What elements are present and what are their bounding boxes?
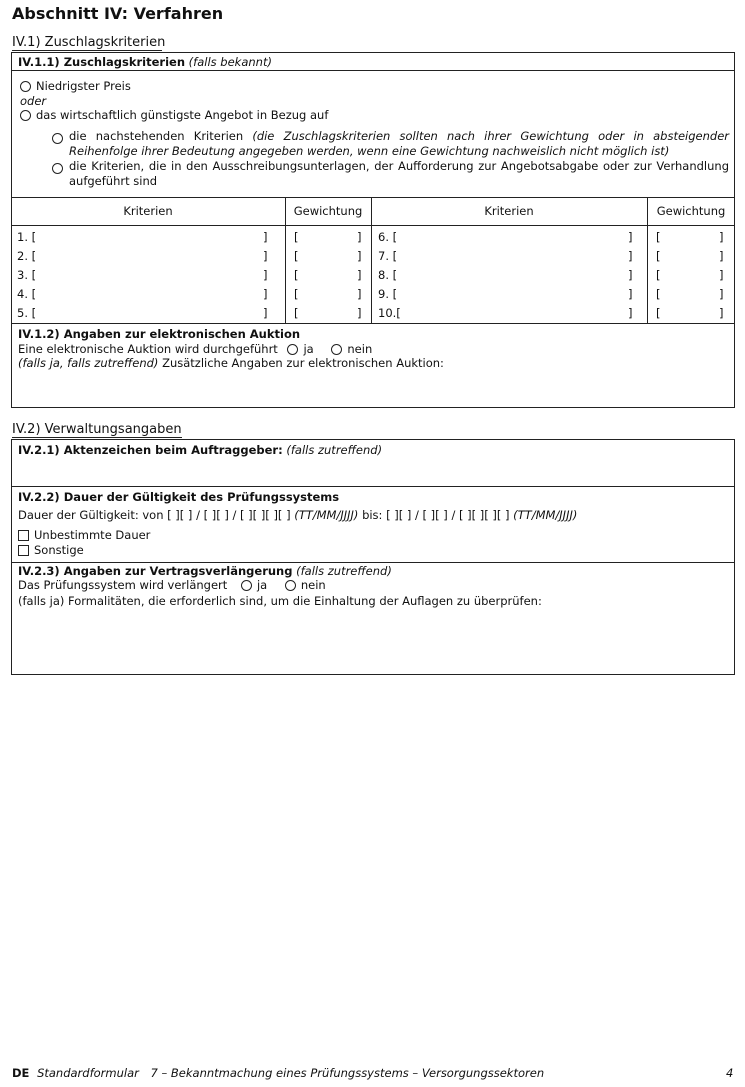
criteria-row-1[interactable]: 1. [ — [17, 230, 37, 244]
weight-open[interactable]: [ — [294, 230, 299, 244]
weight-close: ] — [357, 230, 362, 244]
auction-yes-label: ja — [303, 342, 314, 356]
checkbox-unlimited[interactable] — [18, 530, 29, 541]
iv2-box — [11, 439, 735, 675]
weight-close: ] — [719, 306, 724, 320]
iv1-underline — [12, 50, 162, 51]
duration-from: Dauer der Gültigkeit: von — [18, 508, 164, 522]
formalities-text[interactable]: (falls ja) Formalitäten, die erforderlich sind, um die Einhaltung der Auflagen zu überprüfen: — [18, 594, 542, 608]
weight-open[interactable]: [ — [294, 287, 299, 301]
section-title: Abschnitt IV: Verfahren — [12, 4, 224, 23]
auction-info-note: (falls ja, falls zutreffend) — [18, 356, 159, 370]
criteria-row-8[interactable]: 8. [ — [378, 268, 398, 282]
table-bottom-line — [11, 323, 735, 324]
auction-text: Eine elektronische Auktion wird durchgeführt — [18, 342, 278, 356]
radio-sub1[interactable] — [52, 131, 68, 146]
iv21-header[interactable] — [18, 443, 382, 458]
weight-open[interactable]: [ — [656, 287, 661, 301]
auction-line — [18, 342, 372, 357]
bracket-close: ] — [628, 306, 633, 320]
iv21-note: (falls zutreffend) — [286, 443, 383, 457]
option-price-label: Niedrigster Preis — [36, 79, 131, 93]
col-criteria-left: Kriterien — [123, 204, 173, 218]
radio-sub2-circle[interactable] — [52, 163, 63, 174]
weight-close: ] — [357, 306, 362, 320]
weight-close: ] — [357, 287, 362, 301]
option-best[interactable] — [20, 108, 328, 123]
iv23-label: IV.2.3) Angaben zur Vertragsverlängerung — [18, 564, 293, 578]
iv11-label: IV.1.1) Zuschlagskriterien — [18, 55, 186, 69]
criteria-row-5[interactable]: 5. [ — [17, 306, 37, 320]
auction-no-label: nein — [347, 342, 373, 356]
iv12-label: IV.1.2) Angaben zur elektronischen Auktion — [18, 327, 301, 341]
col-weight-left: Gewichtung — [293, 204, 363, 218]
criteria-row-9[interactable]: 9. [ — [378, 287, 398, 301]
criteria-row-7[interactable]: 7. [ — [378, 249, 398, 263]
radio-best[interactable] — [20, 110, 31, 121]
auction-info[interactable] — [18, 356, 444, 371]
criteria-row-10[interactable]: 10.[ — [378, 306, 401, 320]
col-criteria-right: Kriterien — [484, 204, 534, 218]
bracket-close: ] — [628, 230, 633, 244]
radio-extension-yes[interactable] — [241, 580, 252, 591]
radio-price[interactable] — [20, 81, 31, 92]
radio-auction-no[interactable] — [331, 344, 342, 355]
duration-to: bis: — [362, 508, 383, 522]
weight-open[interactable]: [ — [656, 268, 661, 282]
bracket-close: ] — [263, 249, 268, 263]
checkbox-other[interactable] — [18, 545, 29, 556]
bracket-close: ] — [263, 287, 268, 301]
option-other[interactable] — [18, 543, 84, 558]
weight-open[interactable]: [ — [294, 306, 299, 320]
extension-no-label: nein — [300, 578, 326, 592]
extension-yes-label: ja — [256, 578, 268, 592]
footer — [12, 1066, 544, 1081]
radio-sub2[interactable] — [52, 161, 68, 176]
bracket-close: ] — [628, 268, 633, 282]
iv11-note: (falls bekannt) — [188, 55, 272, 69]
footer-text: 7 – Bekanntmachung eines Prüfungssystems – Versorgungssektoren — [150, 1066, 545, 1080]
extension-text: Das Prüfungssystem wird verlängert — [18, 578, 228, 592]
iv11-header — [18, 55, 272, 70]
iv23-note: (falls zutreffend) — [296, 564, 392, 578]
duration-line — [18, 508, 577, 523]
bracket-close: ] — [263, 306, 268, 320]
unlimited-label: Unbestimmte Dauer — [34, 528, 151, 542]
iv21-label: IV.2.1) Aktenzeichen beim Auftraggeber: — [18, 443, 283, 457]
option-price[interactable] — [20, 79, 131, 94]
criteria-row-6[interactable]: 6. [ — [378, 230, 398, 244]
weight-close: ] — [357, 268, 362, 282]
radio-extension-no[interactable] — [285, 580, 296, 591]
option-unlimited[interactable] — [18, 528, 150, 543]
weight-open[interactable]: [ — [656, 230, 661, 244]
weight-open[interactable]: [ — [294, 268, 299, 282]
sub2-text: die Kriterien, die in den Ausschreibungsunterlagen, der Aufforderung zur Angebotsabgabe oder zur Verhandlung aufgeführt sind — [69, 159, 729, 188]
weight-open[interactable]: [ — [656, 249, 661, 263]
date-from-format: (TT/MM/JJJJ) — [294, 508, 359, 522]
table-top-line — [11, 197, 735, 198]
weight-open[interactable]: [ — [294, 249, 299, 263]
bracket-close: ] — [263, 268, 268, 282]
iv1-title: IV.1) Zuschlagskriterien — [12, 35, 166, 50]
criteria-row-2[interactable]: 2. [ — [17, 249, 37, 263]
weight-close: ] — [719, 268, 724, 282]
weight-close: ] — [357, 249, 362, 263]
auction-info-text: Zusätzliche Angaben zur elektronischen Auktion: — [162, 356, 444, 370]
option-best-label: das wirtschaftlich günstigste Angebot in Bezug auf — [36, 108, 329, 122]
radio-auction-yes[interactable] — [287, 344, 298, 355]
bracket-close: ] — [263, 230, 268, 244]
table-header-line — [11, 225, 735, 226]
weight-close: ] — [719, 287, 724, 301]
criteria-row-4[interactable]: 4. [ — [17, 287, 37, 301]
iv22-bottom-line — [11, 562, 735, 563]
iv21-bottom-line — [11, 486, 735, 487]
weight-close: ] — [719, 249, 724, 263]
criteria-row-3[interactable]: 3. [ — [17, 268, 37, 282]
iv23-header — [18, 564, 392, 579]
weight-close: ] — [719, 230, 724, 244]
date-to-fields[interactable]: [ ][ ] / [ ][ ] / [ ][ ][ ][ ] — [386, 508, 510, 522]
oder-label: oder — [20, 94, 47, 108]
footer-page: 4 — [726, 1066, 734, 1080]
sub1-text — [69, 129, 729, 159]
footer-form: Standardformular — [37, 1066, 139, 1080]
iv22-label: IV.2.2) Dauer der Gültigkeit des Prüfungssystems — [18, 490, 340, 504]
date-to-format: (TT/MM/JJJJ) — [513, 508, 578, 522]
sub1-label: die nachstehenden Kriterien — [69, 129, 244, 143]
bracket-close: ] — [628, 249, 633, 263]
extension-line — [18, 578, 326, 593]
iv2-underline — [12, 437, 182, 438]
radio-sub1-circle[interactable] — [52, 133, 63, 144]
sub1-note: (die Zuschlagskriterien sollten nach ihrer Gewichtung oder in absteigender Reihenfolge ihrer Bedeutung angegeben werden, wenn eine Gewichtung nachweislich nicht möglich ist) — [69, 129, 730, 158]
col-weight-right: Gewichtung — [656, 204, 726, 218]
weight-open[interactable]: [ — [656, 306, 661, 320]
other-label: Sonstige — [34, 543, 84, 557]
bracket-close: ] — [628, 287, 633, 301]
iv2-title: IV.2) Verwaltungsangaben — [12, 422, 182, 437]
footer-lang: DE — [12, 1066, 30, 1080]
iv11-header-line — [11, 70, 735, 71]
date-from-fields[interactable]: [ ][ ] / [ ][ ] / [ ][ ][ ][ ] — [167, 508, 291, 522]
